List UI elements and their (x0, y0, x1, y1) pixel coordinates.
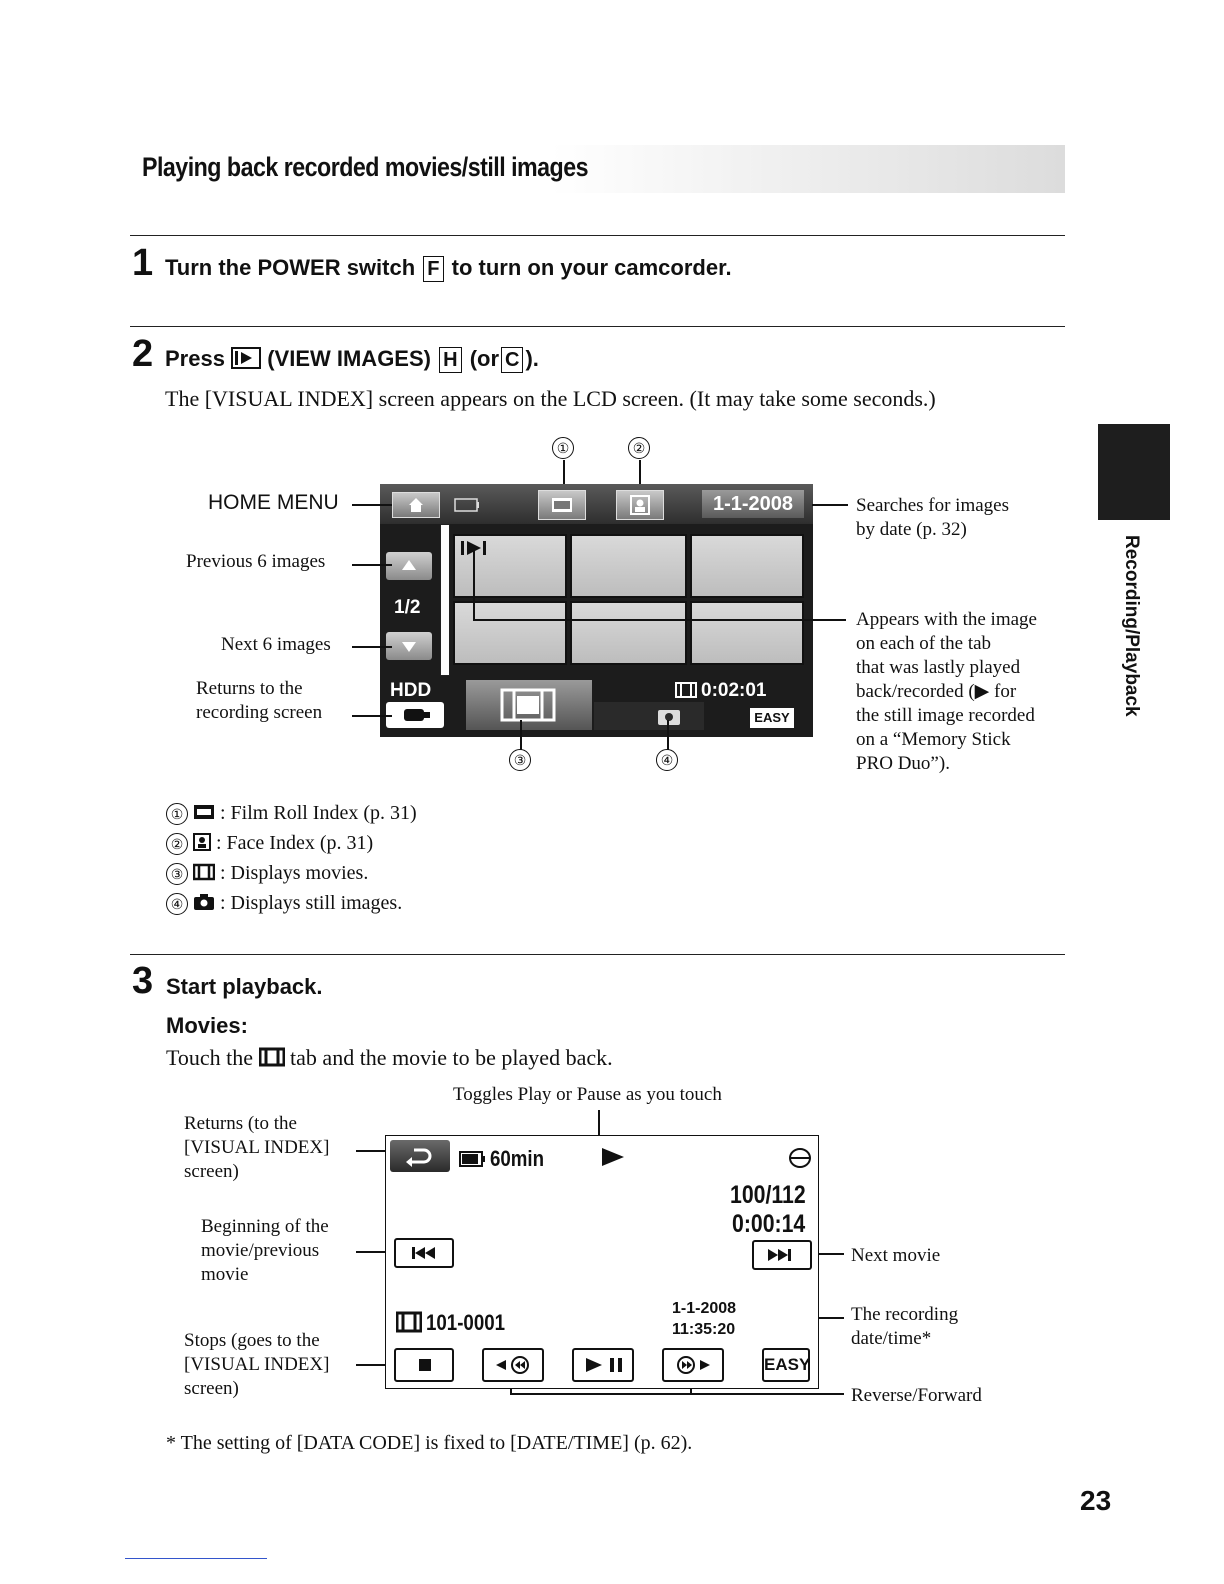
label-appears-5: the still image recorded (856, 705, 1035, 726)
label-recording-1: The recording (851, 1304, 959, 1325)
play-status-icon (600, 1146, 626, 1168)
step-1-text-a: Turn the POWER switch (165, 255, 416, 280)
step-3-heading: Start playback. (166, 974, 323, 999)
date-search-button[interactable] (702, 490, 804, 518)
thumbnail-4[interactable] (453, 601, 567, 665)
leader-line (812, 504, 848, 506)
label-home-menu: HOME MENU (208, 491, 339, 514)
callout-4: ④ (656, 749, 678, 771)
thumbnail-2[interactable] (570, 534, 687, 598)
next-6-button[interactable] (386, 632, 432, 660)
face-icon (617, 491, 663, 519)
label-previous-6: Previous 6 images (186, 551, 326, 572)
label-returns-1: Returns to the (196, 678, 303, 699)
home-button[interactable] (392, 492, 440, 518)
up-arrow-icon (386, 552, 432, 580)
label-reverse-forward: Reverse/Forward (851, 1385, 982, 1406)
leader-line (520, 720, 522, 750)
thumbnail-5[interactable] (570, 601, 687, 665)
step-1-key: F (423, 256, 443, 282)
footer-link-line (125, 1558, 267, 1559)
label-stops-3: screen) (184, 1378, 239, 1399)
next-movie-button[interactable] (752, 1240, 812, 1270)
step-3-body-a: Touch the (166, 1045, 254, 1070)
media-label: HDD (390, 680, 432, 701)
reverse-button[interactable] (482, 1348, 544, 1382)
legend-num: ② (166, 833, 188, 855)
view-images-icon (231, 347, 261, 369)
step-1-text-b: to turn on your camcorder. (451, 255, 732, 280)
easy-button[interactable]: EASY (750, 708, 794, 728)
label-toggle: Toggles Play or Pause as you touch (453, 1084, 722, 1105)
film-roll-icon (193, 803, 215, 821)
reverse-icon (484, 1350, 542, 1380)
label-beginning-3: movie (201, 1264, 249, 1285)
label-stops-2: [VISUAL INDEX] (184, 1354, 330, 1375)
footnote: * The setting of [DATA CODE] is fixed to [DATE/TIME] (p. 62). (166, 1432, 693, 1454)
movie-icon (259, 1047, 285, 1067)
page-number: 23 (1080, 1485, 1112, 1516)
skip-back-icon (396, 1240, 452, 1266)
film-roll-index-tab[interactable] (538, 490, 586, 520)
thumbnail-3[interactable] (690, 534, 804, 598)
play-pause-icon (574, 1350, 632, 1380)
still-camera-icon (594, 702, 704, 730)
label-returns-1: Returns (to the (184, 1113, 297, 1134)
divider (130, 954, 1065, 955)
step-2-text-c: (or (469, 346, 500, 371)
camera-icon (386, 702, 444, 728)
leader-line (473, 619, 846, 621)
home-icon (393, 493, 439, 517)
recording-date-time (672, 1298, 736, 1340)
label-search-1: Searches for images (856, 495, 1009, 516)
label-returns-3: screen) (184, 1161, 239, 1182)
forward-button[interactable] (662, 1348, 724, 1382)
leader-line (667, 720, 669, 750)
label-returns-2: [VISUAL INDEX] (184, 1137, 330, 1158)
still-camera-icon (193, 893, 215, 911)
return-button[interactable] (390, 1140, 450, 1172)
label-appears-3: that was lastly played (856, 657, 1021, 678)
step-3-body-b: tab and the movie to be played back. (290, 1045, 613, 1070)
thumbnail-6[interactable] (690, 601, 804, 665)
step-2-text-d: ). (525, 346, 539, 371)
legend-item-4 (166, 891, 402, 915)
section-title: Playing back recorded movies/still images (142, 152, 589, 182)
step-2-heading (165, 346, 539, 373)
step-3-number: 3 (132, 960, 154, 1002)
recording-screen-button[interactable] (386, 702, 444, 728)
previous-6-button[interactable] (386, 552, 432, 580)
legend-num: ③ (166, 863, 188, 885)
thumbnail-1[interactable] (453, 534, 567, 598)
movie-icon (193, 863, 215, 881)
movie-icon (396, 1311, 422, 1333)
step-2-key-c: C (501, 347, 523, 373)
callout-1: ① (552, 437, 574, 459)
chapter-tab-label: Recording/Playback (1121, 535, 1142, 717)
scrollbar[interactable] (440, 524, 450, 676)
previous-movie-button[interactable] (394, 1238, 454, 1268)
file-number-value: 101-0001 (426, 1310, 506, 1335)
label-beginning-2: movie/previous (201, 1240, 320, 1261)
face-icon (193, 833, 211, 851)
step-2-text-a: Press (165, 346, 225, 371)
stop-icon (396, 1350, 452, 1380)
legend-text: : Film Roll Index (p. 31) (220, 802, 417, 824)
step-2-text-b: (VIEW IMAGES) (267, 346, 431, 371)
step-1-heading (165, 255, 732, 282)
hdd-icon (788, 1146, 812, 1170)
legend-num: ① (166, 803, 188, 825)
legend-text: : Displays movies. (220, 862, 369, 884)
movie-counter: 100/112 (730, 1181, 806, 1209)
label-appears-6: on a “Memory Stick (856, 729, 1011, 750)
label-search-2: by date (p. 32) (856, 519, 967, 540)
visual-index-screen (380, 484, 813, 737)
label-next-movie: Next movie (851, 1245, 941, 1266)
callout-2: ② (628, 437, 650, 459)
step-2-body: The [VISUAL INDEX] screen appears on the LCD screen. (It may take some seconds.) (165, 386, 936, 411)
label-appears-1: Appears with the image (856, 609, 1037, 630)
still-images-tab[interactable] (594, 702, 704, 730)
label-returns-2: recording screen (196, 702, 323, 723)
return-icon (390, 1140, 450, 1172)
chapter-tab-marker (1098, 424, 1170, 520)
movie-icon (675, 681, 697, 699)
easy-button[interactable]: EASY (762, 1348, 810, 1382)
leader-line (510, 1393, 844, 1395)
total-time-value: 0:02:01 (701, 680, 767, 701)
label-appears-2: on each of the tab (856, 633, 992, 654)
leader-line (352, 504, 392, 506)
film-roll-icon (539, 491, 585, 519)
last-played-icon (459, 538, 499, 562)
legend-item-1 (166, 801, 417, 825)
forward-icon (664, 1350, 722, 1380)
recording-date: 1-1-2008 (672, 1300, 737, 1317)
battery-icon (454, 498, 480, 512)
step-2-number: 2 (132, 333, 154, 375)
file-number (396, 1310, 519, 1336)
date-label: 1-1-2008 (712, 493, 794, 515)
total-time (675, 680, 767, 702)
leader-line (352, 646, 392, 648)
stop-button[interactable] (394, 1348, 454, 1382)
movies-tab[interactable] (466, 680, 592, 730)
divider (130, 326, 1065, 327)
divider (130, 235, 1065, 236)
step-2-key-h: H (439, 347, 461, 373)
down-arrow-icon (386, 632, 432, 660)
label-appears-4: back/recorded (▶ for (856, 681, 1017, 702)
legend-item-3 (166, 861, 368, 885)
leader-line (352, 564, 392, 566)
label-recording-2: date/time* (851, 1328, 932, 1349)
legend-text: : Face Index (p. 31) (216, 832, 374, 854)
legend-text: : Displays still images. (220, 892, 403, 914)
playback-screen (385, 1135, 819, 1389)
play-pause-button[interactable] (572, 1348, 634, 1382)
label-beginning-1: Beginning of the (201, 1216, 329, 1237)
step-1-number: 1 (132, 242, 154, 284)
legend-item-2 (166, 831, 373, 855)
elapsed-time: 0:00:14 (732, 1210, 806, 1238)
movies-subheading: Movies: (166, 1013, 248, 1038)
callout-3: ③ (509, 749, 531, 771)
movie-tab-icon (466, 680, 592, 730)
page-indicator: 1/2 (394, 597, 421, 618)
battery-time: 60min (490, 1146, 545, 1171)
face-index-tab[interactable] (616, 490, 664, 520)
step-3-body (166, 1045, 613, 1071)
recording-time: 11:35:20 (672, 1321, 736, 1338)
battery-icon (458, 1150, 486, 1168)
label-stops-1: Stops (goes to the (184, 1330, 320, 1351)
battery-status (458, 1146, 554, 1172)
label-next-6: Next 6 images (221, 634, 331, 655)
leader-line (473, 547, 475, 619)
leader-line (352, 715, 392, 717)
legend-num: ④ (166, 893, 188, 915)
label-appears-7: PRO Duo”). (856, 753, 950, 774)
skip-forward-icon (754, 1242, 810, 1268)
